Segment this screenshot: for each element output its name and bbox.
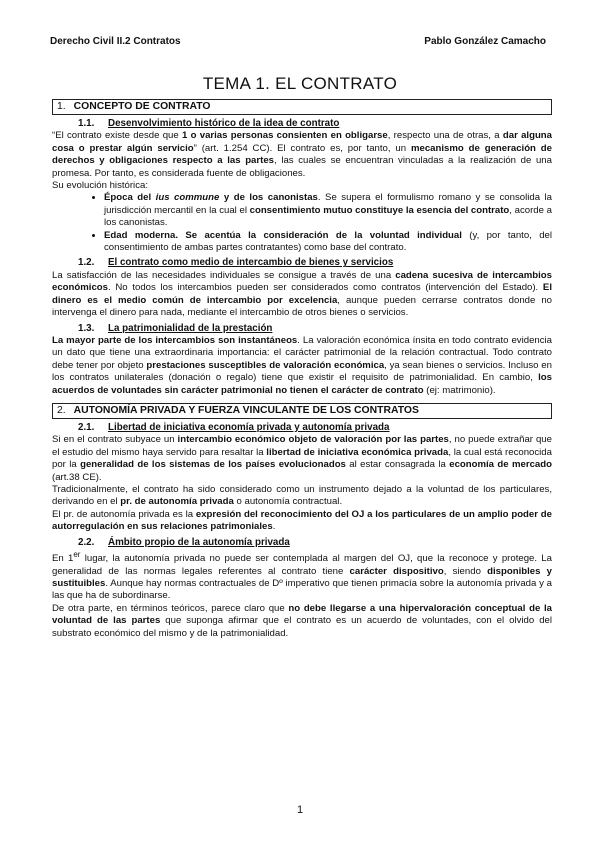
section-1-heading: 1. CONCEPTO DE CONTRATO <box>52 99 552 115</box>
paragraph-2-1-c: El pr. de autonomía privada es la expresión del reconocimiento del OJ a los particulares de un amplio poder de autorregulación en sus relaciones patrimoniales. <box>52 508 552 533</box>
paragraph-2-1-a: Si en el contrato subyace un intercambio económico objeto de valoración por las partes, no puede extrañar que el estudio del mismo haya servido para resaltar la libertad de iniciativa económica privada, la cual está reconocida por la generalidad de los sistemas de los países evolucionados al estar consagrada la economía de mercado (art.38 CE). <box>52 434 552 483</box>
section-2-heading: 2. AUTONOMÍA PRIVADA Y FUERZA VINCULANTE DE LOS CONTRATOS <box>52 403 552 419</box>
subsection-1-3-heading: 1.3. La patrimonialidad de la prestación <box>78 322 273 334</box>
subsection-2-2-heading: 2.2. Ámbito propio de la autonomía privada <box>78 536 290 548</box>
paragraph-2-2-b: De otra parte, en términos teóricos, parece claro que no debe llegarse a una hipervaloración conceptual de la voluntad de las partes que suponga afirmar que el contrato es un acuerdo de voluntades, con el olvido del substrato económico del mismo y de la patrimonialidad. <box>52 602 552 639</box>
page-title: TEMA 1. EL CONTRATO <box>202 74 398 93</box>
subsection-1-2-heading: 1.2. El contrato como medio de intercambio de bienes y servicios <box>78 257 394 269</box>
paragraph-1-2: La satisfacción de las necesidades individuales se consigue a través de una cadena sucesiva de intercambios económicos. No todos los intercambios pueden ser considerados como contratos (intervención del Estado). El dinero es el medio común de intercambio por excelencia, aunque pueden cerrarse contratos donde no intervenga el dinero para nada, mediante el intercambio de otros bienes o servicios. <box>52 269 553 319</box>
page-number: 1 <box>296 804 304 816</box>
header-author: Pablo González Camacho <box>424 36 546 47</box>
paragraph-1-1-definition: “El contrato existe desde que 1 o varias personas consienten en obligarse, respecto una de otras, a dar alguna cosa o prestar algún servicio” (art. 1.254 CC). El contrato es, por tanto, un mecanismo de generación de derechos y obligaciones respecto a las partes, las cuales se encuentran vinculadas a la realización de una promesa. Por tanto, es considerada fuente de obligaciones. <box>52 130 552 179</box>
paragraph-2-1-b: Tradicionalmente, el contrato ha sido considerado como un instrumento dejado a la voluntad de los particulares, derivando en el pr. de autonomía privada o autonomía contractual. <box>52 483 552 508</box>
header-course: Derecho Civil II.2 Contratos <box>50 36 181 47</box>
paragraph-1-3: La mayor parte de los intercambios son instantáneos. La valoración económica ínsita en todo contrato evidencia un dato que tiene una extraordinaria importancia: el carácter patrimonial de la relación contractual. Todo contrato debe tener por objeto prestaciones susceptibles de valoración económica, ya sean bienes o servicios. Incluso en los contratos unilaterales (donación o regalo) tiene que existir el requisito de patrimonialidad. En cambio, los acuerdos de voluntades sin carácter patrimonial no tienen el carácter de contrato (ej: matrimonio). <box>52 334 553 396</box>
paragraph-2-2-a: En 1er lugar, la autonomía privada no puede ser contemplada al margen del OJ, que la reconoce y protege. La generalidad de las normas legales referentes al contrato tiene carácter dispositivo, siendo disponibles y sustituibles. Aunque hay normas contractuales de Dº imperativo que tienen primacía sobre la autonomía privada y a las que ha de subordinarse. <box>52 550 552 602</box>
bullet-edad-moderna: • Edad moderna. Se acentúa la consideración de la voluntad individual (y, por tanto, del consentimiento de ambas partes contratantes) como base del contrato. <box>104 230 552 255</box>
bullet-ius-commune: • Época del ius commune y de los canonistas. Se supera el formulismo romano y se consolida la jurisdicción mercantil en la cual el consentimiento mutuo constituye la esencia del contrato, acorde a los canonistas. <box>104 192 552 229</box>
document-body <box>52 97 552 640</box>
bullet-list-evolution <box>52 192 552 254</box>
subsection-1-1-heading: 1.1. Desenvolvimiento histórico de la idea de contrato <box>78 118 340 129</box>
paragraph-1-1-evolution: Su evolución histórica: <box>52 180 148 192</box>
subsection-2-1-heading: 2.1. Libertad de iniciativa economía privada y autonomía privada <box>78 421 390 433</box>
